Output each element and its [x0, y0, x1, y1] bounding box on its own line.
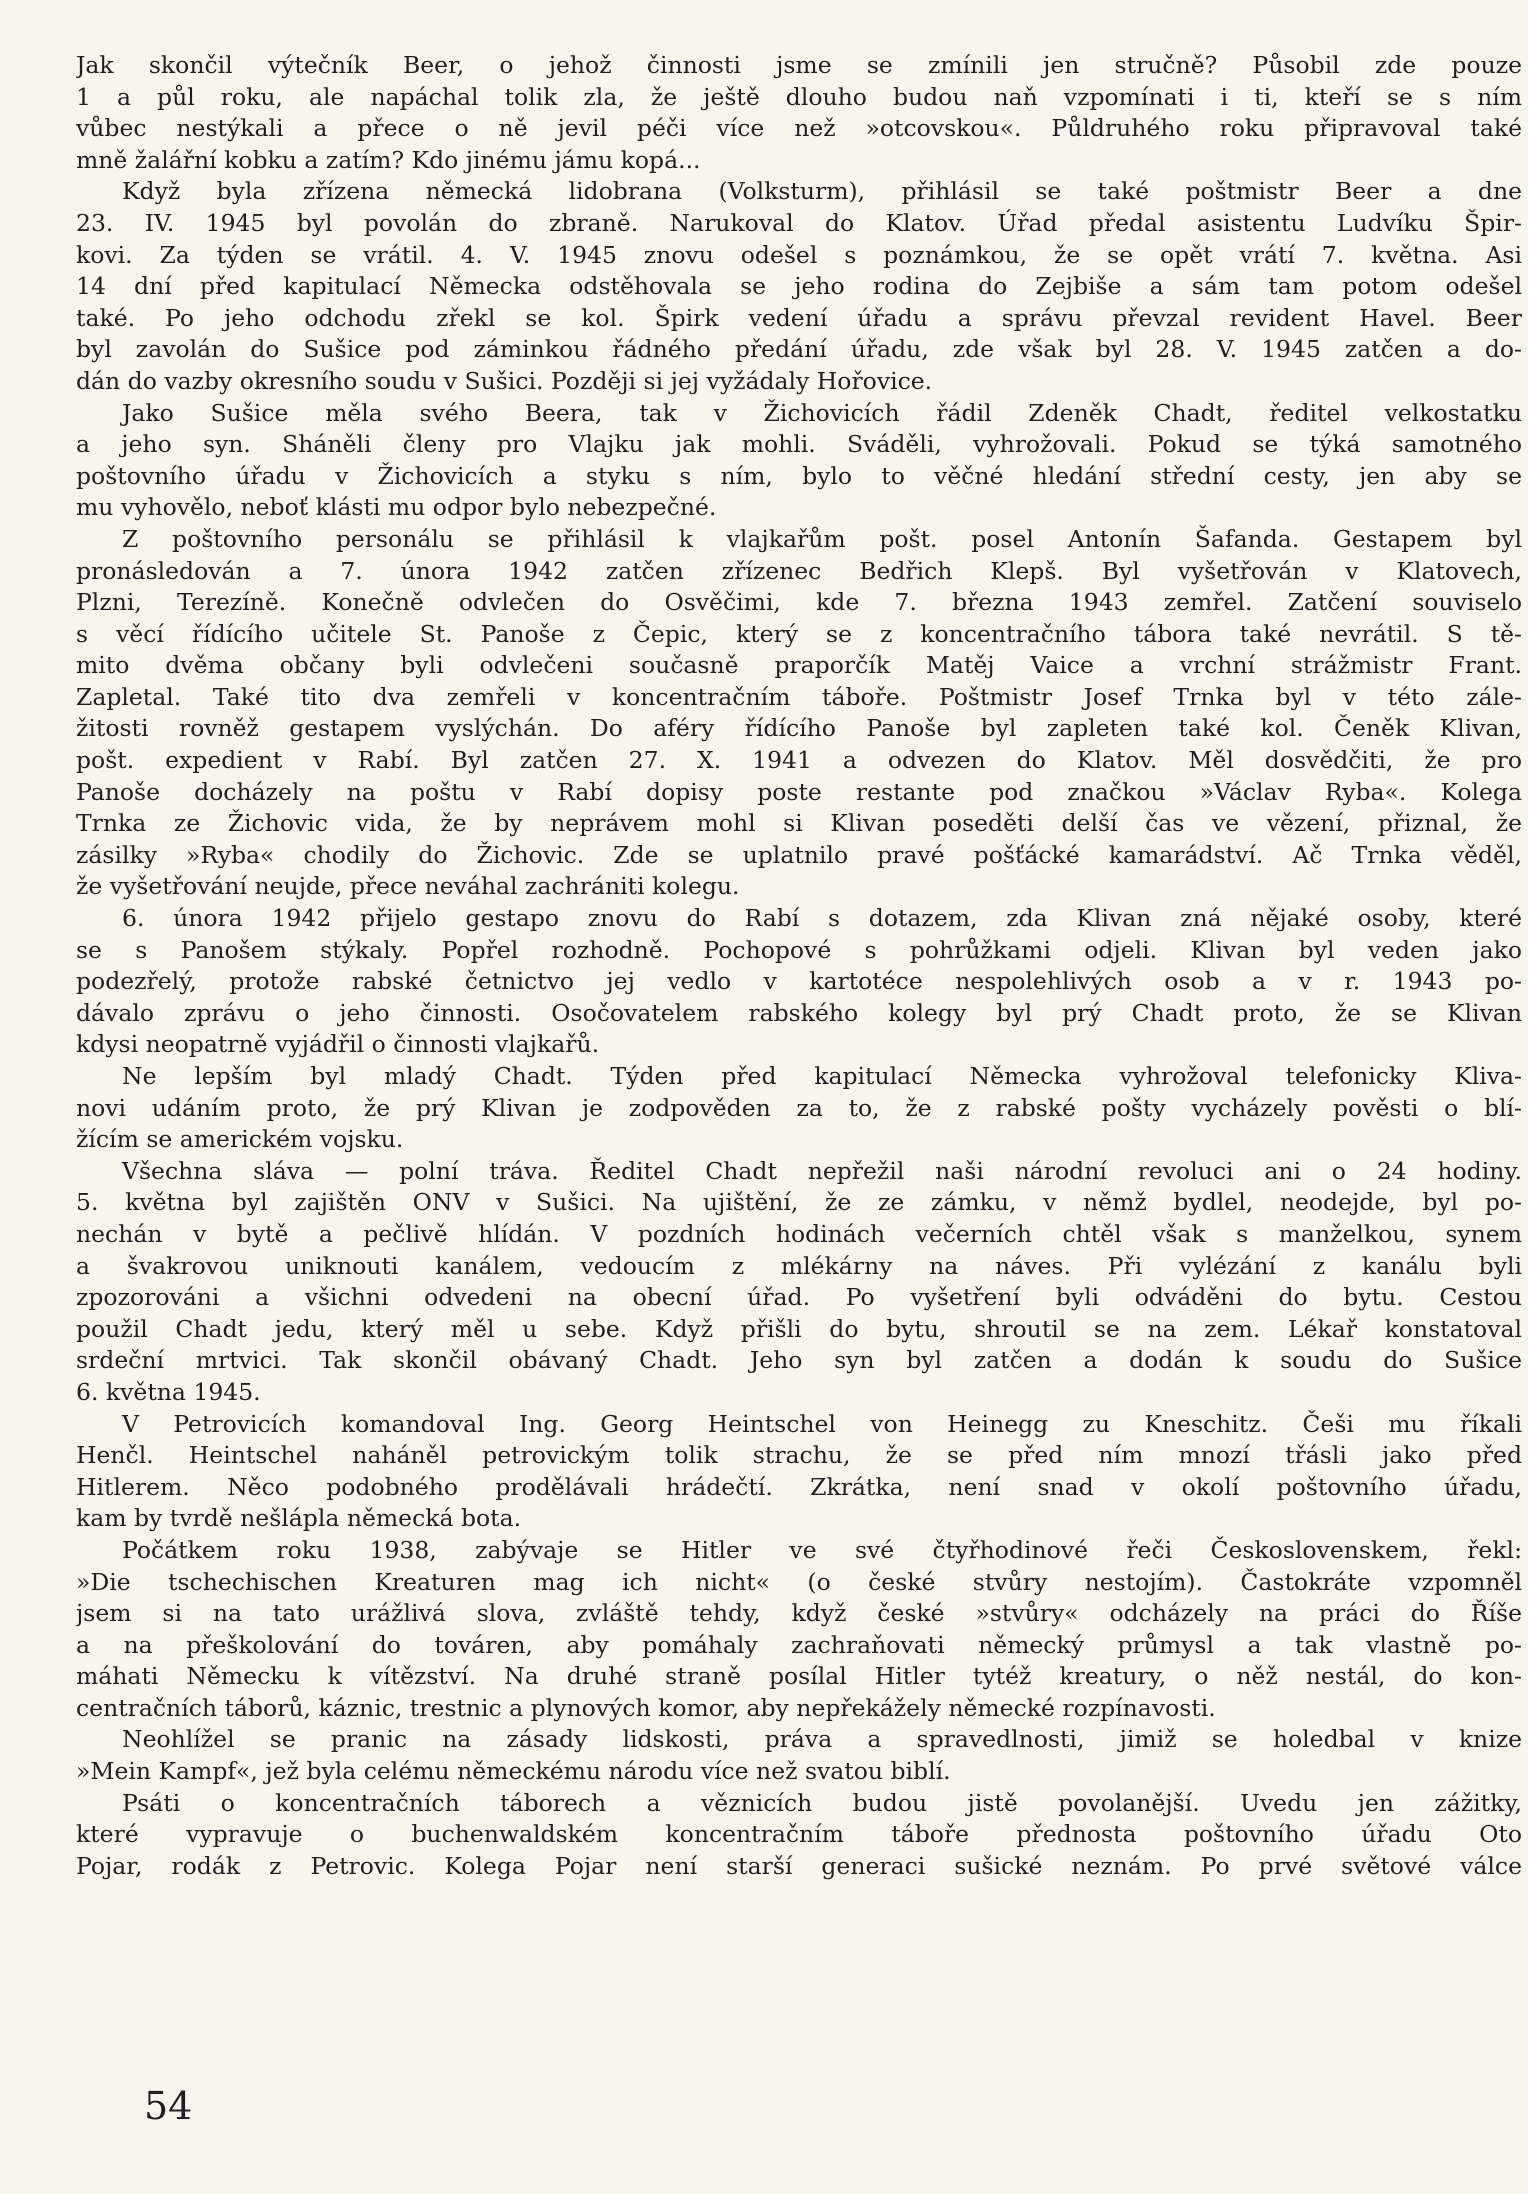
text-line: pronásledován a 7. února 1942 zatčen zřízenec Bedřich Klepš. Byl vyšetřován v Klatovech,: [76, 556, 1522, 585]
text-line: Trnka ze Žichovic vida, že by neprávem mohl si Klivan poseděti delší čas ve vězení, přiznal, že: [76, 809, 1522, 838]
text-line: žitosti rovněž gestapem vyslýchán. Do aféry řídícího Panoše byl zapleten také kol. Čeněk Klivan,: [76, 714, 1522, 743]
text-line: a na přeškolování do továren, aby pomáhaly zachraňovati německý průmysl a tak vlastně po-: [76, 1630, 1522, 1659]
text-line: pošt. expedient v Rabí. Byl zatčen 27. X. 1941 a odvezen do Klatov. Měl dosvědčiti, že pro: [76, 746, 1522, 775]
body-text: [76, 50, 1522, 1882]
text-line: nechán v bytě a pečlivě hlídán. V pozdních hodinách večerních chtěl však s manželkou, synem: [76, 1219, 1522, 1248]
text-line: Z poštovního personálu se přihlásil k vlajkařům pošt. posel Antonín Šafanda. Gestapem byl: [122, 524, 1522, 553]
text-line: Všechna sláva — polní tráva. Ředitel Chadt nepřežil naši národní revoluci ani o 24 hodiny.: [122, 1156, 1522, 1185]
book-page: [76, 50, 1522, 2170]
page-number: 54: [144, 2084, 193, 2128]
text-line: 14 dní před kapitulací Německa odstěhovala se jeho rodina do Zejbiše a sám tam potom odešel: [76, 272, 1522, 301]
text-line: podezřelý, protože rabské četnictvo jej vedlo v kartotéce nespolehlivých osob a v r. 1943 po-: [76, 967, 1522, 996]
text-line: poštovního úřadu v Žichovicích a styku s ním, bylo to věčné hledání střední cesty, jen aby se: [76, 461, 1522, 490]
text-line: že vyšetřování neujde, přece neváhal zachrániti kolegu.: [76, 872, 740, 901]
text-line: 6. května 1945.: [76, 1377, 261, 1406]
text-line: Psáti o koncentračních táborech a věznicích budou jistě povolanější. Uvedu jen zážitky,: [122, 1788, 1522, 1817]
text-line: Neohlížel se pranic na zásady lidskosti, práva a spravedlnosti, jimiž se holedbal v knize: [122, 1725, 1522, 1754]
text-line: centračních táborů, káznic, trestnic a plynových komor, aby nepřekážely německé rozpínavosti.: [76, 1693, 1216, 1722]
text-line: Pojar, rodák z Petrovic. Kolega Pojar není starší generaci sušické neznám. Po prvé světové válce: [76, 1851, 1522, 1880]
text-line: také. Po jeho odchodu zřekl se kol. Špirk vedení úřadu a správu převzal revident Havel. Beer: [76, 303, 1522, 332]
text-line: Počátkem roku 1938, zabývaje se Hitler ve své čtyřhodinové řeči Československem, řekl:: [122, 1535, 1522, 1564]
text-line: kdysi neopatrně vyjádřil o činnosti vlajkařů.: [76, 1030, 600, 1059]
text-line: Plzni, Terezíně. Konečně odvlečen do Osvěčimi, kde 7. března 1943 zemřel. Zatčení souviselo: [76, 588, 1522, 617]
text-line: jsem si na tato urážlivá slova, zvláště tehdy, když české »stvůry« odcházely na práci do Říše: [76, 1599, 1522, 1628]
text-line: máhati Německu k vítězství. Na druhé straně posílal Hitler tytéž kreatury, o něž nestál, do kon-: [76, 1662, 1522, 1691]
text-line: zpozorováni a všichni odvedeni na obecní úřad. Po vyšetření byli odváděni do bytu. Cestou: [76, 1283, 1522, 1312]
text-line: Zapletal. Také tito dva zemřeli v koncentračním táboře. Poštmistr Josef Trnka byl v této zále-: [76, 682, 1522, 711]
text-line: zásilky »Ryba« chodily do Žichovic. Zde se uplatnilo pravé pošťácké kamarádství. Ač Trnka věděl,: [76, 840, 1522, 869]
text-line: Hitlerem. Něco podobného prodělávali hrádečtí. Zkrátka, není snad v okolí poštovního úřadu,: [76, 1472, 1522, 1501]
text-line: vůbec nestýkali a přece o ně jevil péči více než »otcovskou«. Půldruhého roku připravoval také: [76, 114, 1522, 143]
text-line: kam by tvrdě nešlápla německá bota.: [76, 1504, 522, 1533]
text-line: Panoše docházely na poštu v Rabí dopisy poste restante pod značkou »Václav Ryba«. Kolega: [76, 777, 1522, 806]
text-line: »Die tschechischen Kreaturen mag ich nicht« (o české stvůry nestojím). Častokráte vzpomněl: [76, 1567, 1522, 1596]
text-line: novi udáním proto, že prý Klivan je zodpověden za to, že z rabské pošty vycházely pověsti o blí-: [76, 1093, 1522, 1122]
text-line: 1 a půl roku, ale napáchal tolik zla, že ještě dlouho budou naň vzpomínati i ti, kteří se s ním: [76, 82, 1522, 111]
text-line: »Mein Kampf«, jež byla celému německému národu více než svatou biblí.: [76, 1757, 951, 1786]
text-line: mu vyhovělo, neboť klásti mu odpor bylo nebezpečné.: [76, 493, 717, 522]
text-line: mně žalářní kobku a zatím? Kdo jinému jámu kopá...: [76, 145, 701, 174]
text-line: Jako Sušice měla svého Beera, tak v Žichovicích řádil Zdeněk Chadt, ředitel velkostatku: [122, 398, 1522, 427]
text-line: dán do vazby okresního soudu v Sušici. Později si jej vyžádaly Hořovice.: [76, 366, 933, 395]
text-line: s věcí řídícího učitele St. Panoše z Čepic, který se z koncentračního tábora také nevrátil. S tě-: [76, 619, 1522, 648]
text-line: mito dvěma občany byli odvlečeni současně praporčík Matěj Vaice a vrchní strážmistr Frant.: [76, 651, 1522, 680]
text-line: kovi. Za týden se vrátil. 4. V. 1945 znovu odešel s poznámkou, že se opět vrátí 7. května. Asi: [76, 240, 1522, 269]
text-line: dávalo zprávu o jeho činnosti. Osočovatelem rabského kolegy byl prý Chadt proto, že se Klivan: [76, 998, 1522, 1027]
text-line: žícím se americkém vojsku.: [76, 1125, 404, 1154]
text-line: 6. února 1942 přijelo gestapo znovu do Rabí s dotazem, zda Klivan zná nějaké osoby, které: [122, 904, 1522, 933]
text-line: se s Panošem stýkaly. Popřel rozhodně. Pochopové s pohrůžkami odjeli. Klivan byl veden jako: [76, 935, 1522, 964]
text-line: 5. května byl zajištěn ONV v Sušici. Na ujištění, že ze zámku, v němž bydlel, neodejde, byl po-: [76, 1188, 1522, 1217]
text-line: a jeho syn. Sháněli členy pro Vlajku jak mohli. Sváděli, vyhrožovali. Pokud se týká samotného: [76, 430, 1522, 459]
text-line: Ne lepším byl mladý Chadt. Týden před kapitulací Německa vyhrožoval telefonicky Kliva-: [122, 1062, 1522, 1090]
text-line: použil Chadt jedu, který měl u sebe. Když přišli do bytu, shroutil se na zem. Lékař konstatoval: [76, 1314, 1522, 1343]
text-line: V Petrovicích komandoval Ing. Georg Heintschel von Heinegg zu Kneschitz. Češi mu říkali: [122, 1409, 1522, 1438]
text-line: Jak skončil výtečník Beer, o jehož činnosti jsme se zmínili jen stručně? Působil zde pouze: [76, 51, 1522, 79]
text-line: a švakrovou uniknouti kanálem, vedoucím z mlékárny na náves. Při vylézání z kanálu byli: [76, 1251, 1522, 1280]
text-line: 23. IV. 1945 byl povolán do zbraně. Narukoval do Klatov. Úřad předal asistentu Ludvíku Špir-: [76, 208, 1522, 237]
text-line: srdeční mrtvici. Tak skončil obávaný Chadt. Jeho syn byl zatčen a dodán k soudu do Sušice: [76, 1346, 1522, 1375]
text-line: byl zavolán do Sušice pod záminkou řádného předání úřadu, zde však byl 28. V. 1945 zatčen a do-: [76, 335, 1522, 364]
text-line: Když byla zřízena německá lidobrana (Volksturm), přihlásil se také poštmistr Beer a dne: [122, 177, 1522, 206]
text-line: které vypravuje o buchenwaldském koncentračním táboře přednosta poštovního úřadu Oto: [76, 1820, 1522, 1849]
text-line: Henčl. Heintschel naháněl petrovickým tolik strachu, že se před ním mnozí třásli jako před: [76, 1441, 1522, 1470]
